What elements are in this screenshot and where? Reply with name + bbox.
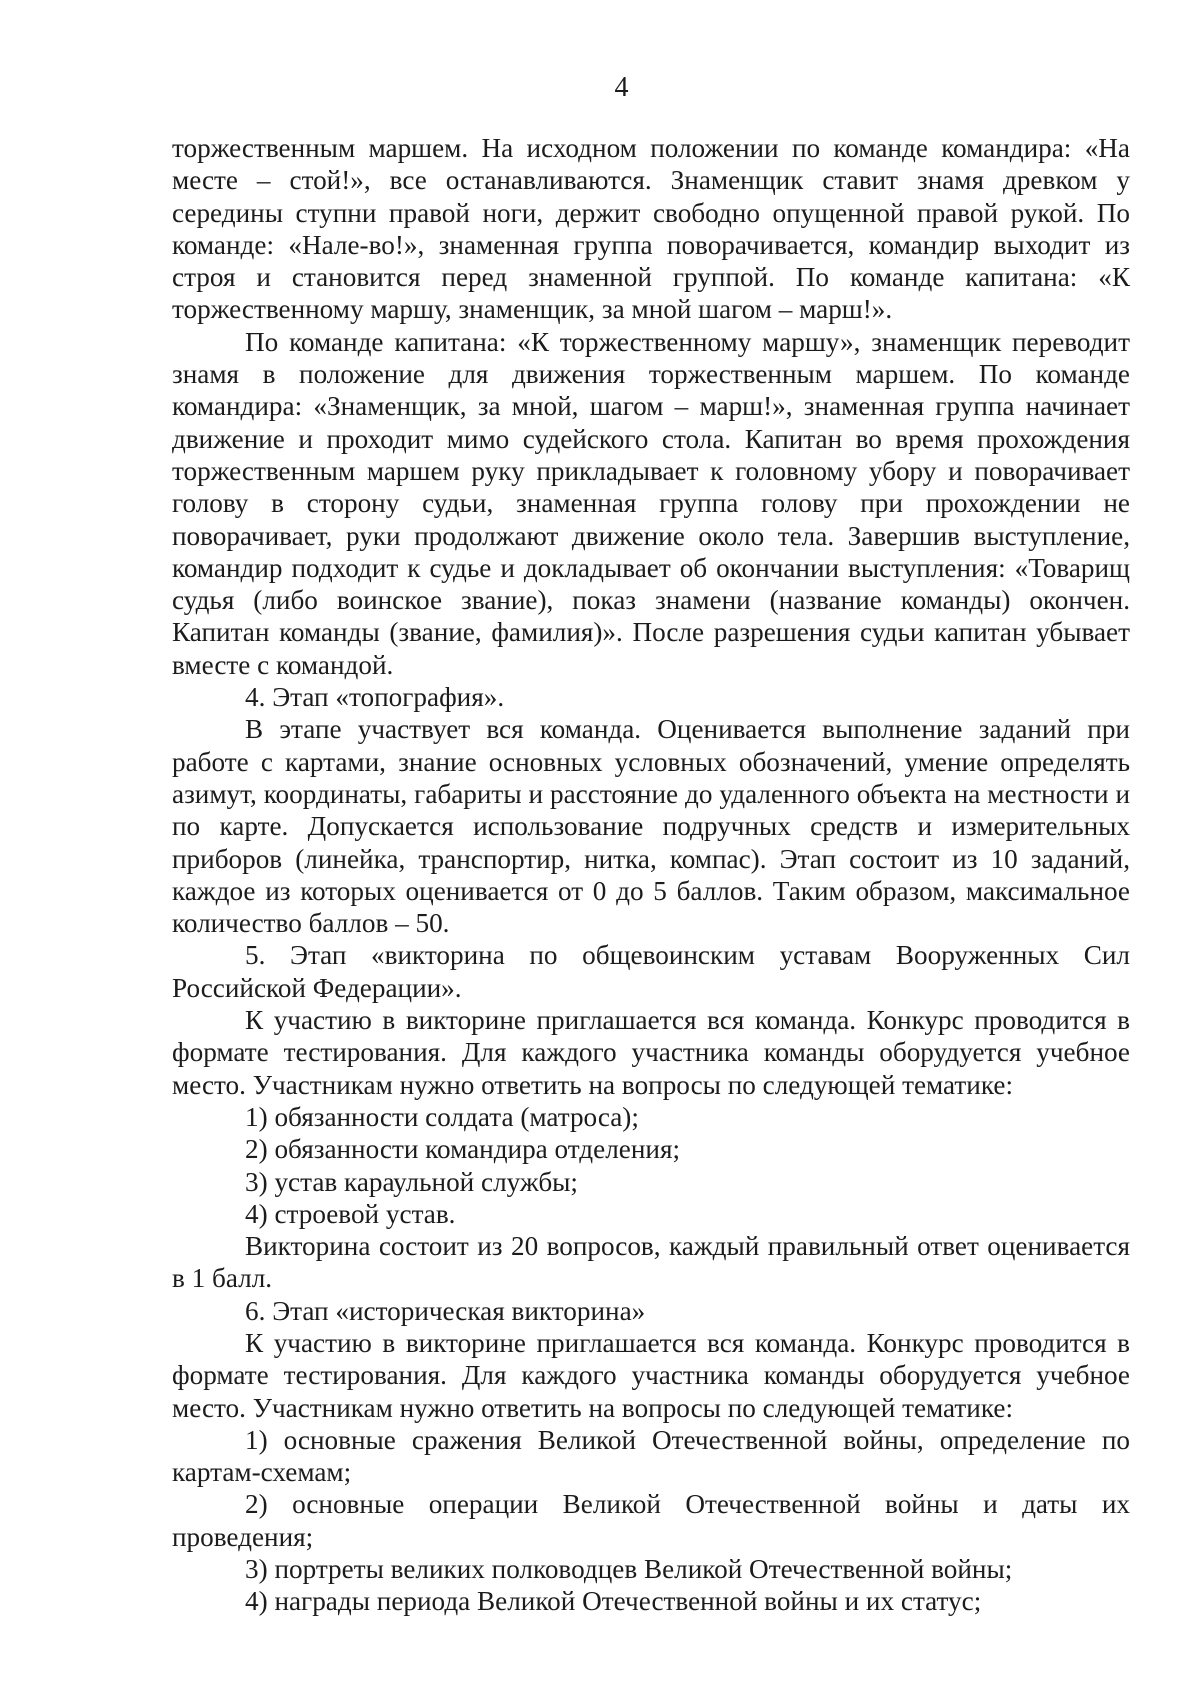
paragraph: В этапе участвует вся команда. Оценивается выполнение заданий при работе с картами, знание основных условных обозначений, умение определять азимут, координаты, габариты и расстояние до удаленного объекта на местности и по карте. Допускается использование подручных средств и измерительных приборов (линейка, транспортир, нитка, компас). Этап состоит из 10 заданий, каждое из которых оценивается от 0 до 5 баллов. Таким образом, максимальное количество баллов – 50. [172, 714, 1130, 939]
paragraph: По команде капитана: «К торжественному маршу», знаменщик переводит знамя в положение для движения торжественным маршем. По команде командира: «Знаменщик, за мной, шагом – марш!», знаменная группа начинает движение и проходит мимо судейского стола. Капитан во время прохождения торжественным маршем руку прикладывает к головному убору и поворачивает голову в сторону судьи, знаменная группа голову при прохождении не поворачивает, руки продолжают движение около тела. Завершив выступление, командир подходит к судье и докладывает об окончании выступления: «Товарищ судья (либо воинское звание), показ знамени (название команды) окончен. Капитан команды (звание, фамилия)». После разрешения судьи капитан убывает вместе с командой. [172, 326, 1130, 680]
section-heading: 6. Этап «историческая викторина» [245, 1295, 646, 1326]
list-item: 2) основные операции Великой Отечественной войны и даты их проведения; [172, 1489, 1130, 1552]
paragraph: Викторина состоит из 20 вопросов, каждый правильный ответ оценивается в 1 балл. [172, 1231, 1130, 1294]
list-item: 1) основные сражения Великой Отечественной войны, определение по картам-схемам; [172, 1424, 1130, 1488]
list-item: 2) обязанности командира отделения; [245, 1134, 680, 1165]
section-heading: 5. Этап «викторина по общевоинским уставам Вооруженных Сил Российской Федерации». [172, 940, 1130, 1003]
list-item: 4) награды периода Великой Отечественной войны и их статус; [245, 1586, 982, 1617]
document-body [172, 132, 1130, 1618]
paragraph: торжественным маршем. На исходном положении по команде командира: «На месте – стой!», все останавливаются. Знаменщик ставит знамя древком у середины ступни правой ноги, держит свободно опущенной правой рукой. По команде: «Нале-во!», знаменная группа поворачивается, командир выходит из строя и становится перед знаменной группой. По команде капитана: «К торжественному маршу, знаменщик, за мной шагом – марш!». [172, 133, 1130, 325]
paragraph: К участию в викторине приглашается вся команда. Конкурс проводится в формате тестирования. Для каждого участника команды оборудуется учебное место. Участникам нужно ответить на вопросы по следующей тематике: [172, 1005, 1130, 1100]
list-item: 4) строевой устав. [245, 1198, 456, 1229]
list-item: 1) обязанности солдата (матроса); [245, 1101, 639, 1132]
section-heading: 4. Этап «топография». [245, 682, 505, 713]
list-item: 3) устав караульной службы; [245, 1166, 578, 1197]
paragraph: К участию в викторине приглашается вся команда. Конкурс проводится в формате тестирования. Для каждого участника команды оборудуется учебное место. Участникам нужно ответить на вопросы по следующей тематике: [172, 1327, 1130, 1423]
page-number: 4 [614, 72, 629, 103]
list-item: 3) портреты великих полководцев Великой Отечественной войны; [245, 1554, 1013, 1585]
